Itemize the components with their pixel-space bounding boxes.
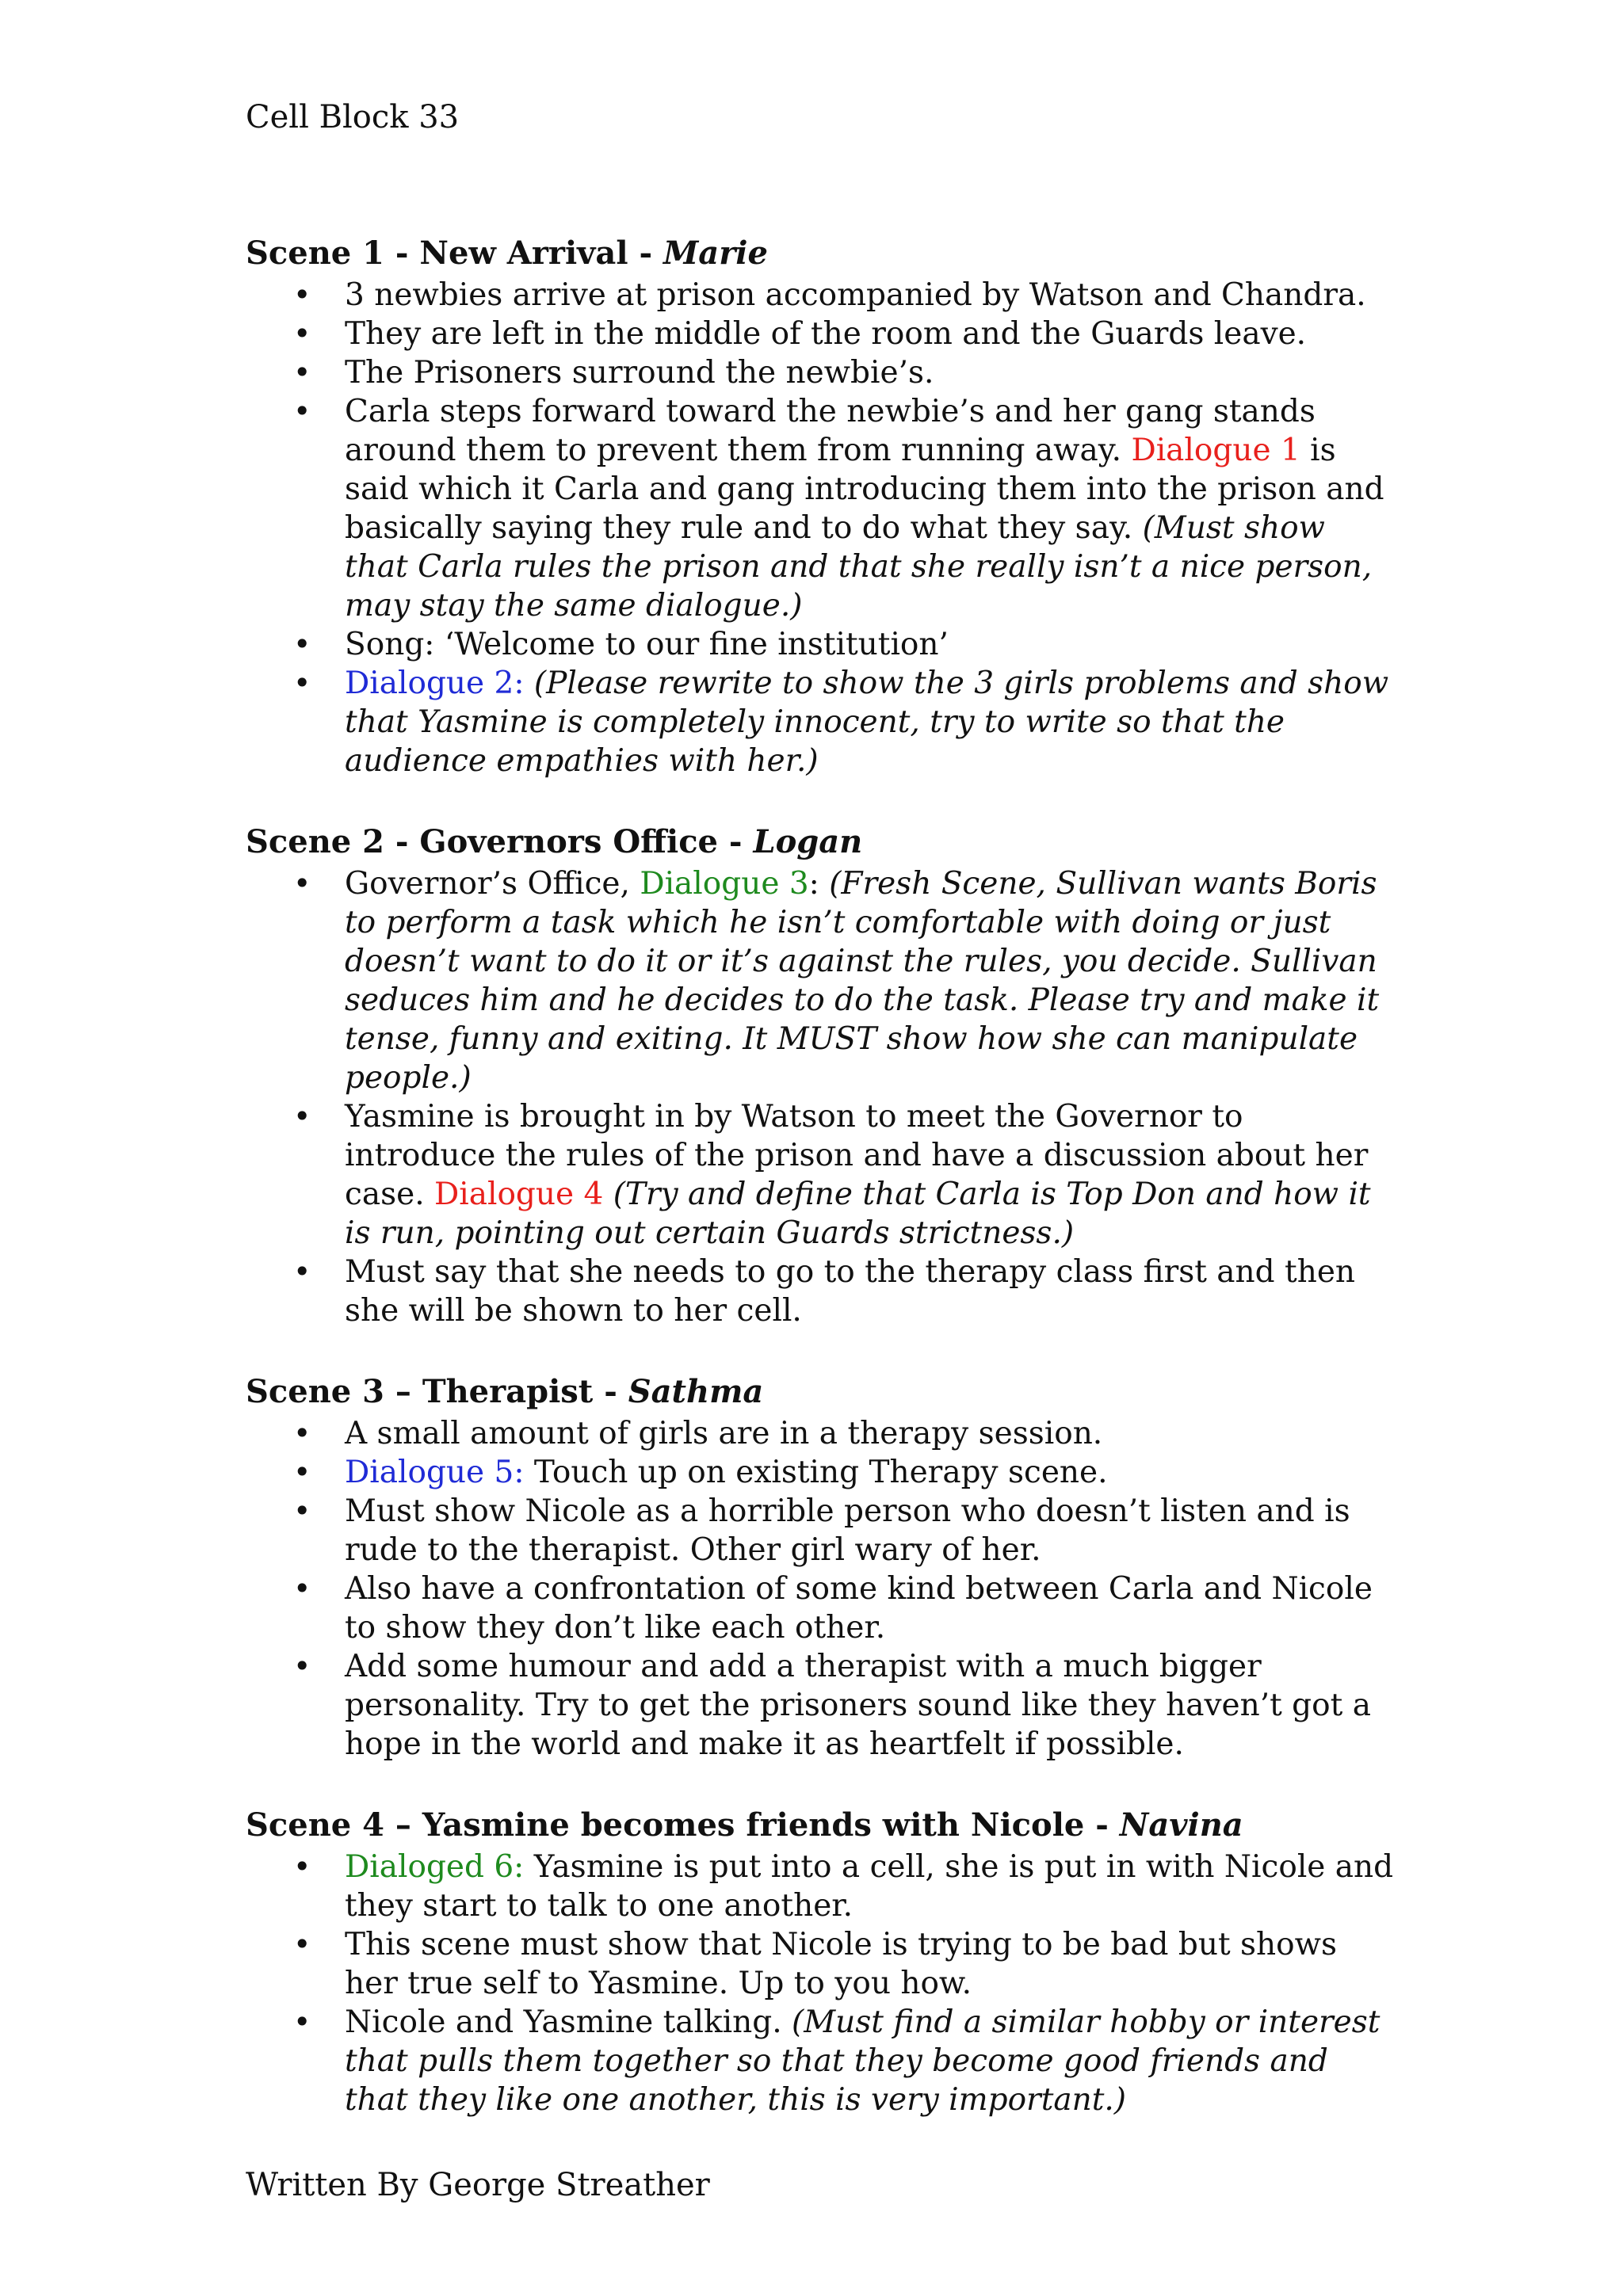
bullet-item — [246, 392, 1395, 625]
scene-list — [246, 231, 1395, 2159]
bullet-text: Governor’s Office, — [345, 866, 640, 902]
scene-title — [246, 1370, 1395, 1414]
direction-note: (Try and define that Carla is Top Don and how it is run, pointing out certain Guards strictness.) — [345, 1177, 1371, 1251]
bullet-text: A small amount of girls are in a therapy session. — [345, 1416, 1103, 1451]
scene-section — [246, 231, 1395, 780]
bullet-item — [246, 315, 1395, 353]
scene-section — [246, 1803, 1395, 2119]
bullet-item — [246, 864, 1395, 1097]
bullet-item — [246, 353, 1395, 392]
scene-bullet-list — [246, 1414, 1395, 1764]
scene-title-text: Scene 3 – Therapist - — [246, 1373, 628, 1410]
bullet-text: Must say that she needs to go to the therapy class first and then she will be shown to her cell. — [345, 1254, 1356, 1329]
scene-section — [246, 1370, 1395, 1764]
scene-title-text: Scene 1 - New Arrival - — [246, 235, 663, 272]
scene-bullet-list — [246, 864, 1395, 1330]
scene-title — [246, 1803, 1395, 1848]
bullet-text: 3 newbies arrive at prison accompanied by Watson and Chandra. — [345, 277, 1366, 313]
bullet-text — [603, 1177, 613, 1212]
bullet-item — [246, 1453, 1395, 1492]
bullet-text: : — [808, 866, 830, 902]
bullet-item — [246, 1492, 1395, 1569]
bullet-text: Carla steps forward toward the newbie’s and her gang stands around them to prevent them from running away. — [345, 394, 1316, 468]
bullet-item — [246, 625, 1395, 664]
scene-writer: Sathma — [628, 1373, 764, 1410]
dialogue-label: Dialogue 2: — [345, 666, 525, 701]
direction-note: (Must find a similar hobby or interest that pulls them together so that they become good friends and that they like one another, this is very important.) — [345, 2004, 1381, 2118]
bullet-item — [246, 276, 1395, 315]
direction-note: (Please rewrite to show the 3 girls problems and show that Yasmine is completely innocent, try to write so that the audience empathies with her.) — [345, 666, 1389, 779]
scene-title — [246, 820, 1395, 864]
scene-writer: Logan — [753, 823, 863, 860]
bullet-item — [246, 2003, 1395, 2119]
bullet-text — [524, 666, 533, 701]
bullet-item — [246, 1097, 1395, 1253]
scene-writer: Marie — [663, 235, 768, 272]
bullet-text: The Prisoners surround the newbie’s. — [345, 355, 934, 391]
bullet-text: Add some humour and add a therapist with a much bigger personality. Try to get the prisoners sound like they haven’t got a hope in the world and make it as heartfelt if possible. — [345, 1649, 1371, 1762]
bullet-text: is said which it Carla and gang introducing them into the prison and basically saying they rule and to do what they say. — [345, 433, 1384, 546]
scene-bullet-list — [246, 276, 1395, 780]
dialogue-label: Dialogue 5: — [345, 1455, 525, 1490]
scene-bullet-list — [246, 1848, 1395, 2119]
scene-section — [246, 820, 1395, 1330]
bullet-text: Touch up on existing Therapy scene. — [524, 1455, 1108, 1490]
dialogue-label: Dialogue 4 — [433, 1177, 604, 1212]
bullet-text: This scene must show that Nicole is trying to be bad but shows her true self to Yasmine. Up to you how. — [345, 1927, 1338, 2001]
bullet-item — [246, 1414, 1395, 1453]
scene-title-text: Scene 2 - Governors Office - — [246, 823, 754, 860]
bullet-item — [246, 1647, 1395, 1764]
document-header: Cell Block 33 — [246, 99, 460, 135]
bullet-text: Yasmine is put into a cell, she is put in with Nicole and they start to talk to one another. — [345, 1849, 1394, 1924]
scene-writer: Navina — [1119, 1806, 1243, 1844]
bullet-item — [246, 1253, 1395, 1330]
direction-note: (Fresh Scene, Sullivan wants Boris to perform a task which he isn’t comfortable with doing or just doesn’t want to do it or it’s against the rules, you decide. Sullivan seduces him and he decides to do the task. Please try and make it tense, funny and exiting. It MUST show how she can manipulate people.) — [345, 866, 1380, 1096]
bullet-item — [246, 664, 1395, 780]
bullet-item — [246, 1569, 1395, 1647]
bullet-text: Also have a confrontation of some kind between Carla and Nicole to show they don’t like each other. — [345, 1571, 1373, 1646]
dialogue-label: Dialogue 3 — [640, 866, 809, 902]
bullet-text: They are left in the middle of the room and the Guards leave. — [345, 316, 1307, 352]
bullet-text: Song: ‘Welcome to our fine institution’ — [345, 627, 949, 662]
document-footer: Written By George Streather — [246, 2167, 710, 2203]
scene-title-text: Scene 4 – Yasmine becomes friends with Nicole - — [246, 1806, 1120, 1844]
bullet-item — [246, 1848, 1395, 1925]
direction-note: (Must show that Carla rules the prison and that she really isn’t a nice person, may stay the same dialogue.) — [345, 510, 1373, 624]
dialogue-label: Dialogue 1 — [1131, 433, 1300, 468]
bullet-item — [246, 1925, 1395, 2003]
dialogue-label: Dialoged 6: — [345, 1849, 525, 1885]
bullet-text: Yasmine is brought in by Watson to meet the Governor to introduce the rules of the prison and have a discussion about her case. — [345, 1099, 1369, 1212]
scene-title — [246, 231, 1395, 276]
bullet-text: Nicole and Yasmine talking. — [345, 2004, 792, 2040]
bullet-text: Must show Nicole as a horrible person who doesn’t listen and is rude to the therapist. Other girl wary of her. — [345, 1493, 1350, 1568]
